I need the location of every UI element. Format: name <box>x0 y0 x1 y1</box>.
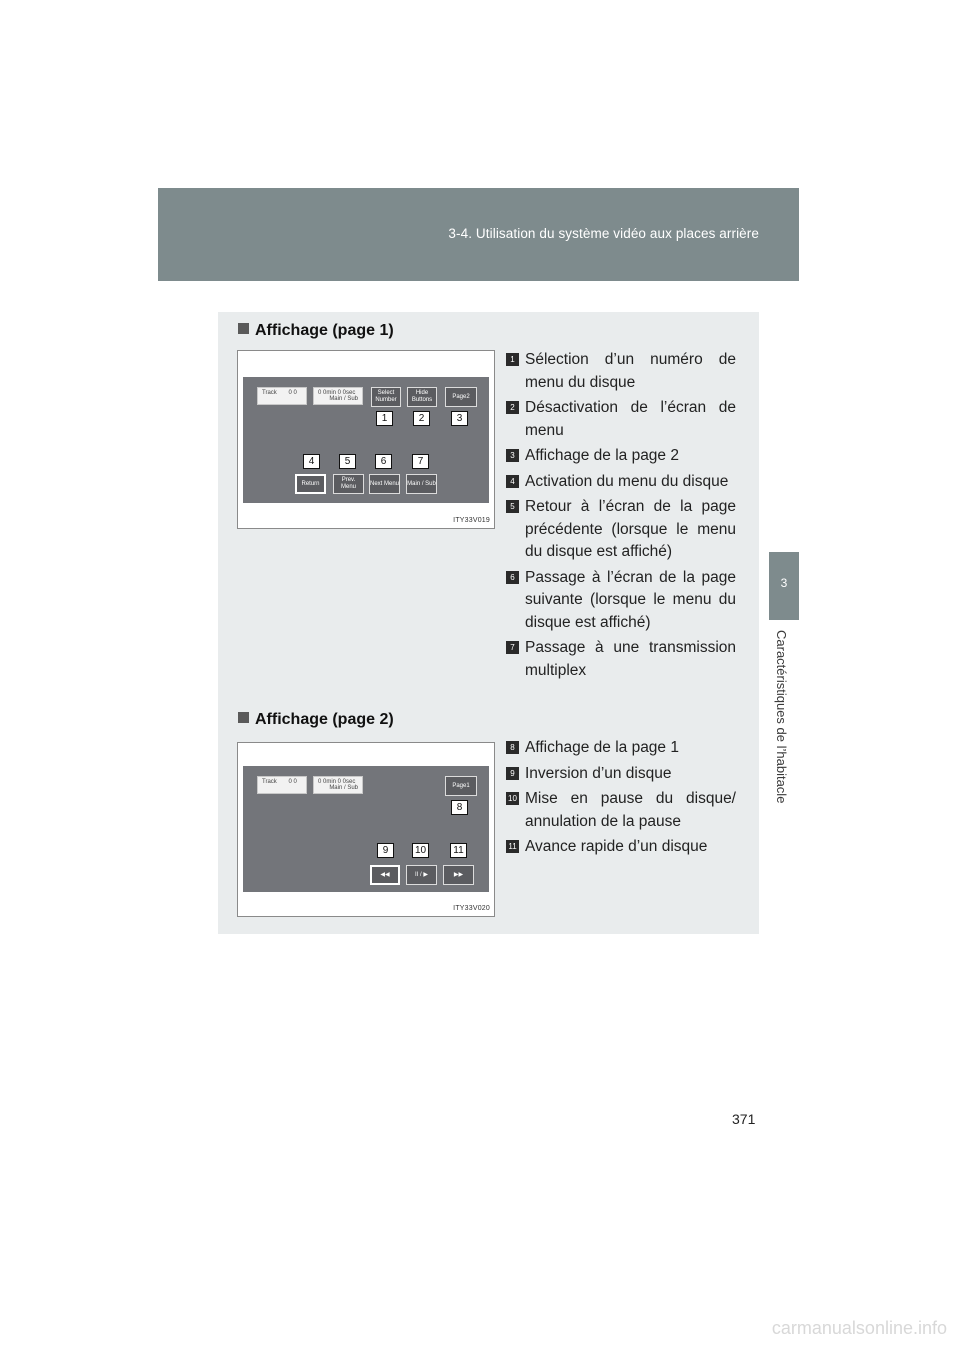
item-text: Avance rapide d’un disque <box>525 838 708 855</box>
item-number-badge: 3 <box>506 449 519 462</box>
chapter-tab <box>769 552 799 620</box>
callout-8: 8 <box>451 800 468 815</box>
item-number-badge: 4 <box>506 475 519 488</box>
item-text: Passage à une transmission multiplex <box>525 639 736 679</box>
time-display <box>313 387 363 405</box>
display-screen <box>243 377 489 503</box>
square-bullet-icon <box>238 323 249 334</box>
callout-6: 6 <box>375 454 392 469</box>
item-text: Sélection d’un numéro de menu du disque <box>525 351 736 391</box>
play-pause-button[interactable]: II / ▶ <box>406 865 437 885</box>
rewind-button[interactable]: ◀◀ <box>370 865 400 885</box>
legend-list-page1 <box>506 349 736 685</box>
legend-item <box>506 788 736 833</box>
time-display <box>313 776 363 794</box>
item-text: Mise en pause du disque/ annulation de la pause <box>525 790 736 830</box>
section-title-page2 <box>238 711 394 729</box>
item-number-badge: 5 <box>506 500 519 513</box>
legend-item <box>506 637 736 682</box>
item-number-badge: 10 <box>506 792 519 805</box>
legend-item <box>506 397 736 442</box>
legend-item <box>506 496 736 564</box>
legend-item <box>506 471 736 494</box>
chapter-side-label: Caractéristiques de l’habitacle <box>774 630 789 804</box>
page2-button[interactable]: Page2 <box>445 387 477 407</box>
item-number-badge: 2 <box>506 401 519 414</box>
item-text: Activation du menu du disque <box>525 472 729 490</box>
fast-forward-button[interactable]: ▶▶ <box>443 865 474 885</box>
item-number-badge: 1 <box>506 353 519 366</box>
callout-4: 4 <box>303 454 320 469</box>
section-title-text: Affichage (page 2) <box>255 711 394 728</box>
select-number-button[interactable]: Select Number <box>371 387 401 407</box>
callout-5: 5 <box>339 454 356 469</box>
next-menu-button[interactable]: Next Menu <box>369 474 400 494</box>
section-title-text: Affichage (page 1) <box>255 322 394 339</box>
square-bullet-icon <box>238 712 249 723</box>
prev-menu-button[interactable]: Prev. Menu <box>333 474 364 494</box>
legend-list-page2 <box>506 737 736 862</box>
legend-item <box>506 737 736 760</box>
main-sub-button[interactable]: Main / Sub <box>406 474 437 494</box>
item-number-badge: 9 <box>506 767 519 780</box>
hide-buttons-button[interactable]: Hide Buttons <box>407 387 437 407</box>
track-label: Track <box>262 390 277 396</box>
watermark: carmanualsonline.info <box>771 1318 947 1338</box>
legend-item <box>506 763 736 786</box>
item-text: Affichage de la page 1 <box>525 739 679 756</box>
item-text: Passage à l’écran de la page suivante (lorsque le menu du disque est affiché) <box>525 568 736 631</box>
callout-11: 11 <box>450 843 467 858</box>
page-number: 371 <box>732 1111 756 1127</box>
item-text: Inversion d’un disque <box>525 764 672 782</box>
figure-page2 <box>237 742 495 917</box>
legend-item <box>506 836 736 859</box>
time-label: 0 0min 0 0sec <box>318 779 356 785</box>
track-value: 0 0 <box>288 779 297 785</box>
legend-item <box>506 445 736 468</box>
item-number-badge: 7 <box>506 641 519 654</box>
item-number-badge: 6 <box>506 571 519 584</box>
content-box <box>218 312 759 934</box>
display-screen <box>243 766 489 892</box>
return-button[interactable]: Return <box>295 474 326 494</box>
item-number-badge: 11 <box>506 840 519 853</box>
callout-1: 1 <box>376 411 393 426</box>
callout-3: 3 <box>451 411 468 426</box>
header-band <box>158 188 799 281</box>
callout-7: 7 <box>412 454 429 469</box>
page1-button[interactable]: Page1 <box>445 776 477 796</box>
track-display <box>257 387 307 405</box>
item-text: Affichage de la page 2 <box>525 447 679 464</box>
legend-item <box>506 567 736 635</box>
figure-code: ITY33V019 <box>453 517 490 524</box>
item-text: Retour à l’écran de la page précédente (lorsque le menu du disque est affiché) <box>525 498 736 560</box>
figure-page1 <box>237 350 495 529</box>
mainsub-label: Main / Sub <box>329 785 358 791</box>
item-text: Désactivation de l’écran de menu <box>525 399 736 439</box>
callout-9: 9 <box>377 843 394 858</box>
track-value: 0 0 <box>288 390 297 396</box>
track-label: Track <box>262 779 277 785</box>
callout-2: 2 <box>413 411 430 426</box>
time-label: 0 0min 0 0sec <box>318 390 356 396</box>
section-title-page1 <box>238 322 394 340</box>
figure-code: ITY33V020 <box>453 905 490 912</box>
legend-item <box>506 349 736 394</box>
chapter-title: 3-4. Utilisation du système vidéo aux places arrière <box>448 226 759 241</box>
mainsub-label: Main / Sub <box>329 396 358 402</box>
callout-10: 10 <box>412 843 429 858</box>
track-display <box>257 776 307 794</box>
item-number-badge: 8 <box>506 741 519 754</box>
chapter-tab-number: 3 <box>780 576 788 590</box>
